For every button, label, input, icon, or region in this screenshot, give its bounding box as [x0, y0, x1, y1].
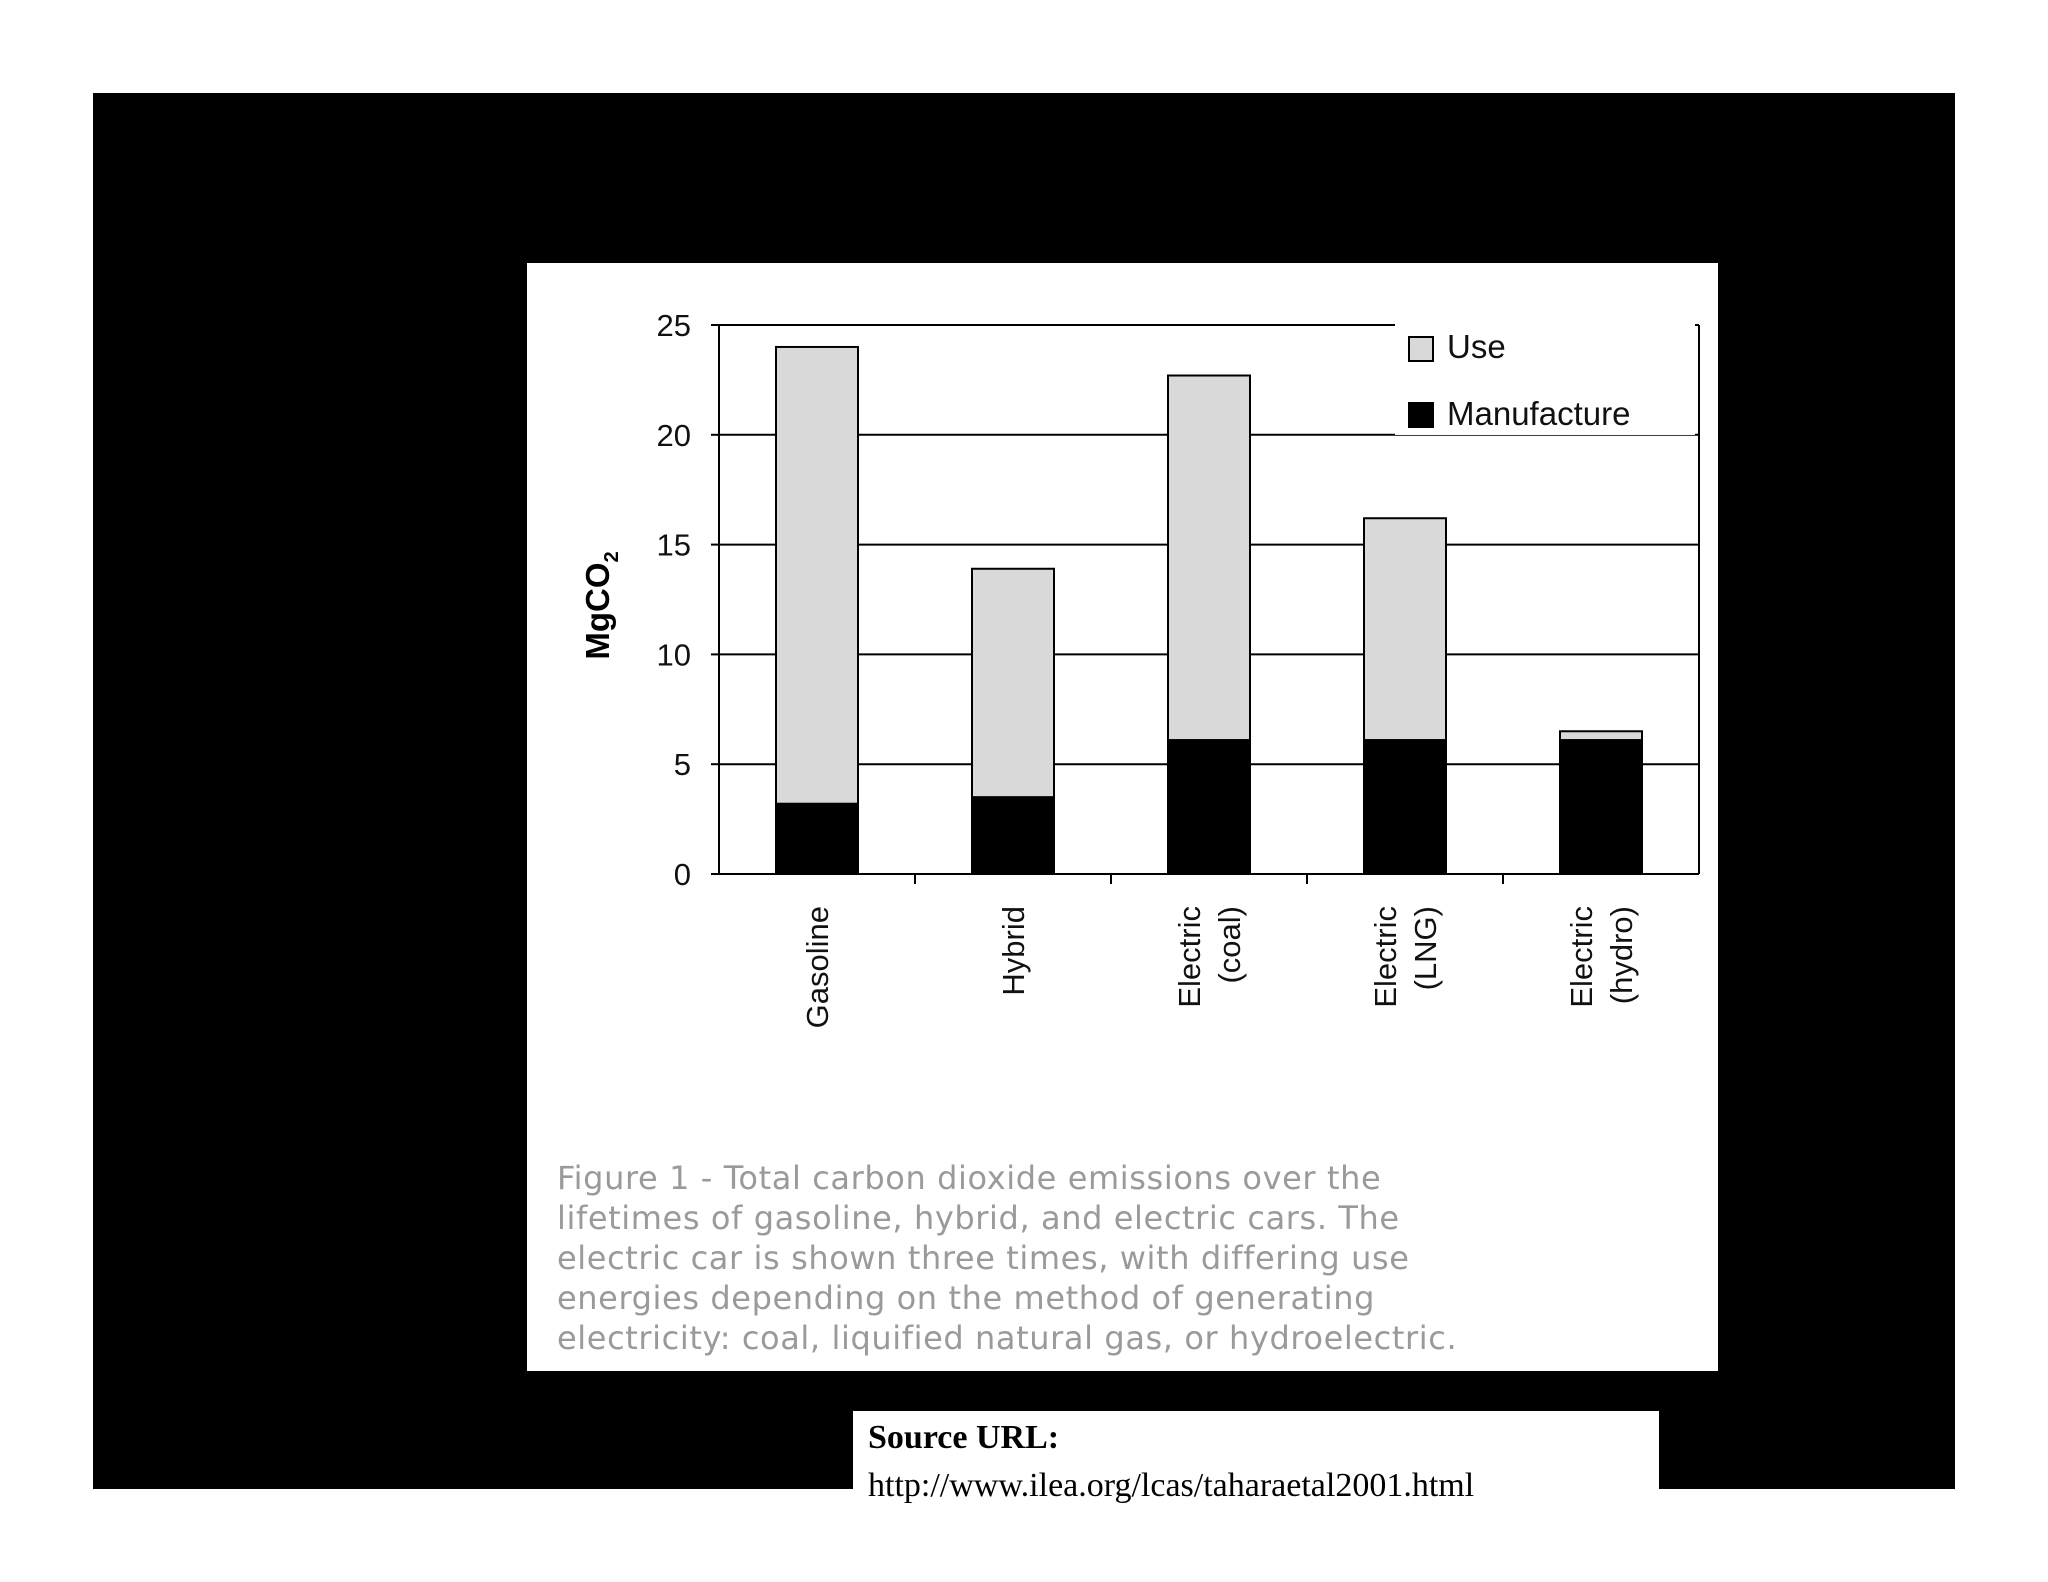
- bar-use-3: [1364, 518, 1446, 740]
- x-category-label: Electric: [1368, 906, 1403, 1008]
- source-box: [853, 1411, 1659, 1517]
- stacked-bar-chart: [527, 263, 1718, 1123]
- bar-use-2: [1168, 376, 1250, 741]
- legend-swatch-manufacture: [1409, 403, 1433, 427]
- bar-manufacture-0: [776, 804, 858, 874]
- source-url[interactable]: http://www.ilea.org/lcas/taharaetal2001.html: [868, 1467, 1475, 1504]
- legend-label-use: Use: [1447, 328, 1506, 365]
- y-axis-label: MgCO$_2$: [579, 551, 623, 660]
- x-category-label: (LNG): [1408, 906, 1443, 991]
- y-tick-label: 10: [656, 637, 691, 673]
- x-category-label: Electric: [1172, 906, 1207, 1008]
- y-tick-label: 20: [656, 417, 691, 453]
- bar-manufacture-2: [1168, 740, 1250, 874]
- bar-manufacture-3: [1364, 740, 1446, 874]
- source-label: Source URL:: [868, 1419, 1060, 1456]
- x-category-label: Gasoline: [800, 906, 835, 1029]
- figure-panel: [527, 263, 1718, 1371]
- legend-label-manufacture: Manufacture: [1447, 395, 1631, 432]
- y-tick-label: 15: [656, 527, 691, 563]
- x-category-label: (hydro): [1604, 906, 1639, 1005]
- bar-use-0: [776, 347, 858, 804]
- y-tick-label: 0: [673, 857, 691, 892]
- bar-use-4: [1560, 731, 1642, 740]
- y-tick-label: 5: [673, 747, 691, 783]
- slide-background: [93, 93, 1955, 1504]
- bar-manufacture-1: [972, 797, 1054, 874]
- x-category-label: (coal): [1212, 906, 1247, 984]
- bar-use-1: [972, 569, 1054, 797]
- x-category-label: Hybrid: [996, 906, 1031, 996]
- y-tick-label: 25: [656, 308, 691, 343]
- x-category-label: Electric: [1564, 906, 1599, 1008]
- legend-swatch-use: [1409, 337, 1433, 361]
- figure-caption: Figure 1 - Total carbon dioxide emissions over the lifetimes of gasoline, hybrid, and electric cars. The electric car is shown three times, with differing use energies depending on the method of generating electricity: coal, liquified natural gas, or hydroelectric.: [557, 1159, 1458, 1357]
- bar-manufacture-4: [1560, 740, 1642, 874]
